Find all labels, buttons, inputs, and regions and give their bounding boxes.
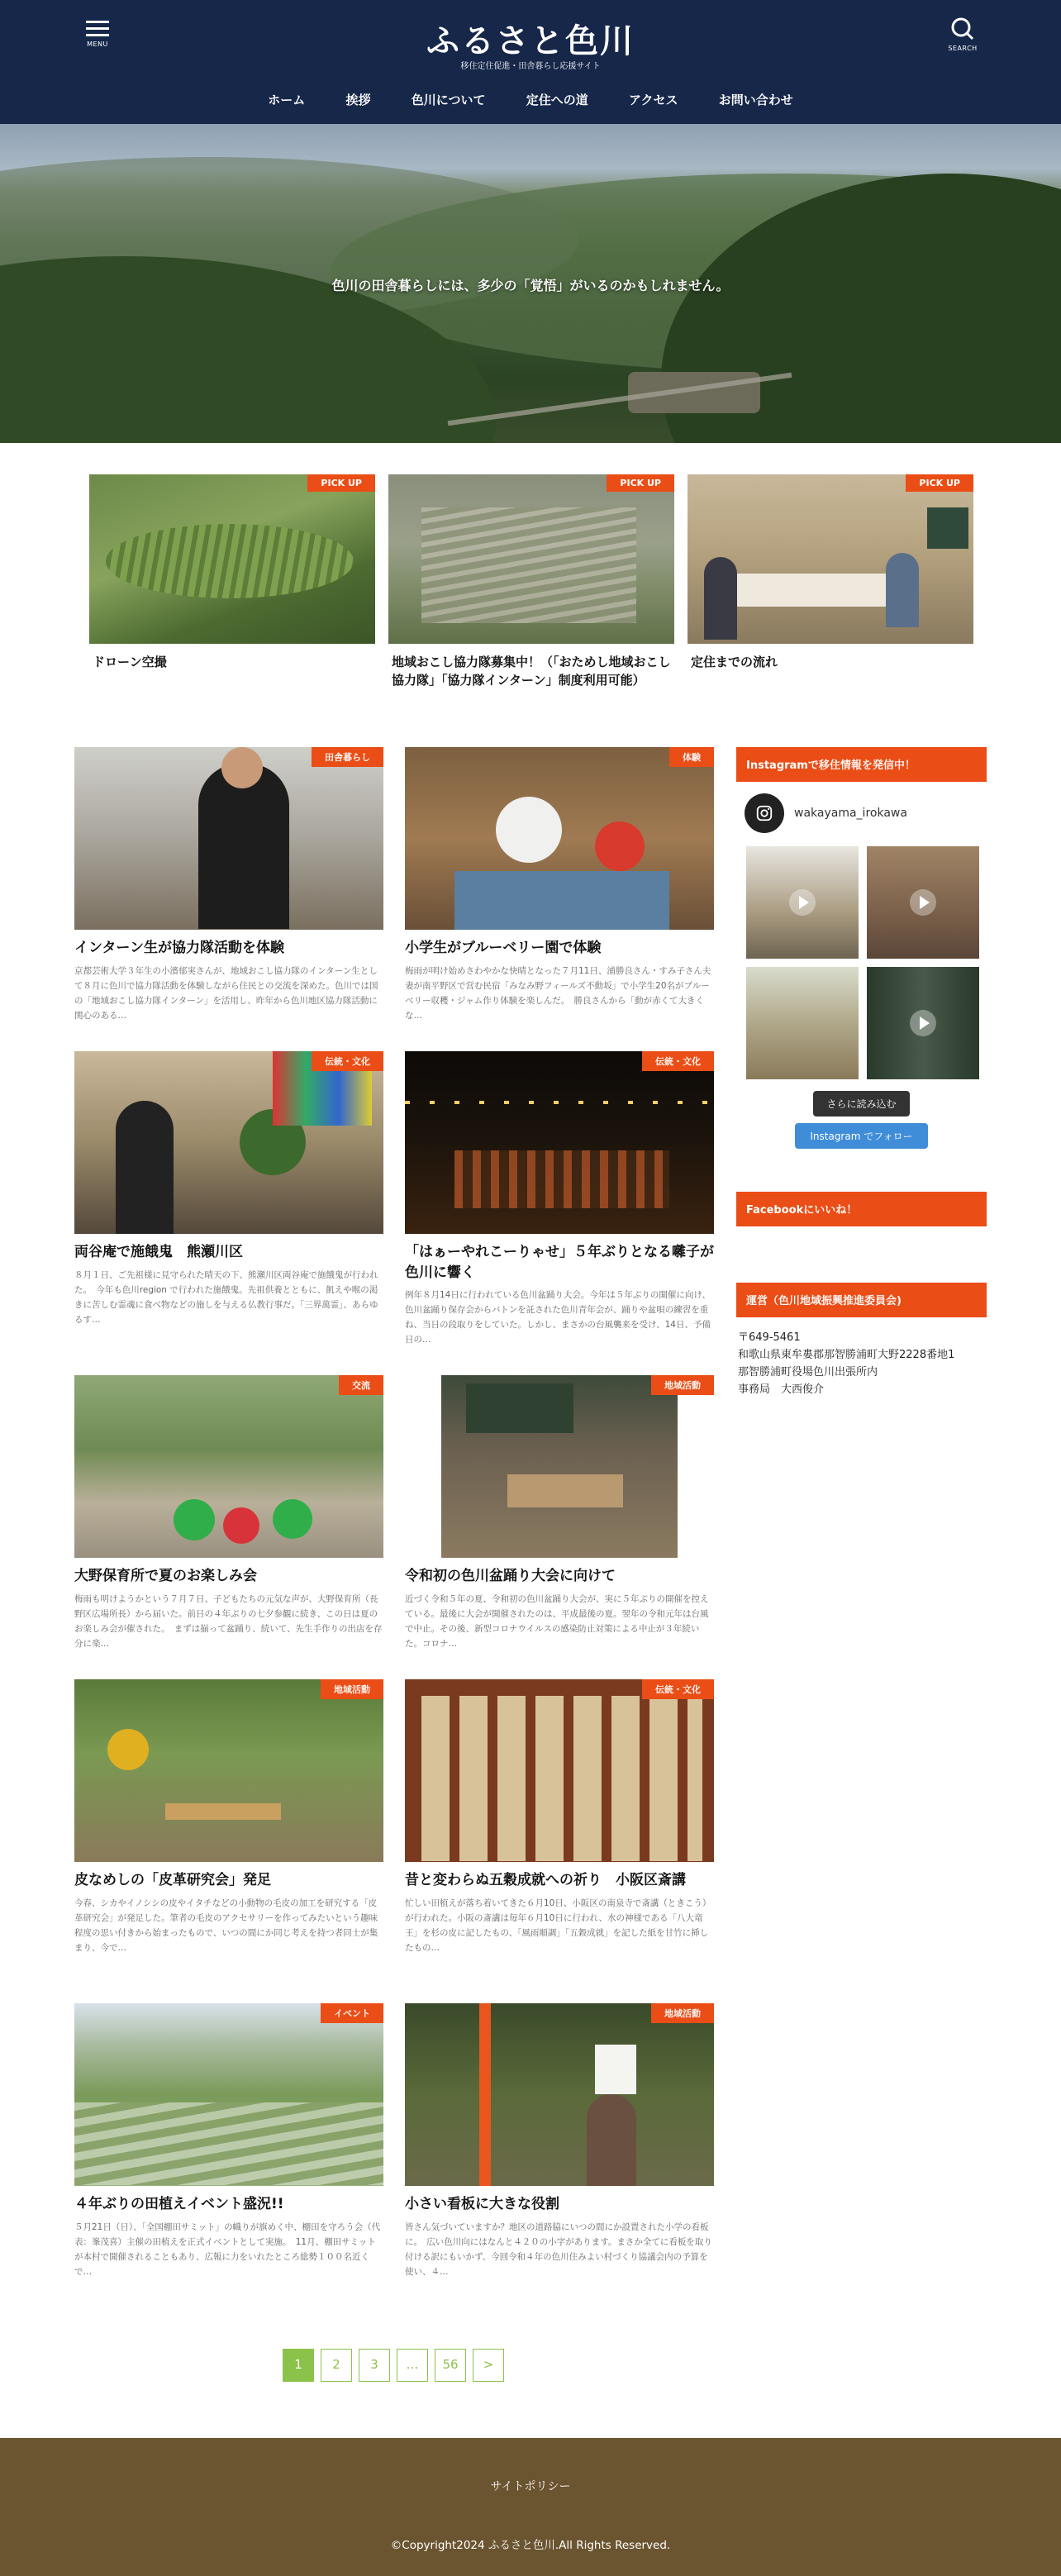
instagram-profile[interactable]: [736, 793, 987, 833]
follow-label: Instagram でフォロー: [810, 1131, 913, 1142]
search-icon: [949, 17, 976, 41]
post-image: [74, 2003, 383, 2186]
facebook-widget-head: Facebookにいいね！: [736, 1192, 987, 1226]
post-image: [405, 747, 714, 930]
nav-item-settlement[interactable]: 定住への道: [526, 93, 588, 107]
org-contact: 事務局 大西俊介: [738, 1383, 825, 1397]
pickup-image: [388, 474, 674, 644]
instagram-thumb[interactable]: [867, 846, 979, 959]
page-ellipsis: …: [397, 2349, 428, 2382]
post-card[interactable]: [74, 1679, 383, 1955]
post-card[interactable]: [74, 747, 383, 1023]
instagram-icon: [755, 804, 773, 822]
hero-text: 色川の田舎暮らしには、多少の「覚悟」がいるのかもしれません。: [331, 278, 730, 293]
org-widget-head: 運営（色川地域振興推進委員会): [736, 1283, 987, 1317]
post-title: ４年ぶりの田植えイベント盛況!!: [74, 2196, 284, 2212]
site-header: [0, 0, 1061, 124]
next-page-button[interactable]: >: [473, 2349, 504, 2382]
post-image: [74, 1375, 383, 1558]
site-subtitle: 移住定住促進・田舎暮らし応援サイト: [460, 62, 601, 71]
post-card[interactable]: [405, 1679, 714, 1955]
site-footer: [0, 2438, 1061, 2576]
hero-image: [0, 124, 1061, 443]
play-icon: [910, 889, 936, 916]
post-excerpt: 近づく令和５年の夏、令和初の色川盆踊り大会が、実に５年ぶりの開催を控えている。最後に大会が開催されたのは、平成最後の夏。翌年の令和元年は台風で中止。その後、新型コロナウイルスの感染防止対策による中止が３年続いた。コロナ…: [405, 1593, 709, 1649]
post-category: 体験: [669, 747, 714, 767]
pickup-card[interactable]: [688, 474, 973, 672]
post-category: 伝統・文化: [642, 1051, 714, 1071]
org-info: [736, 1329, 987, 1398]
post-image: [405, 1679, 714, 1862]
instagram-avatar: [745, 793, 784, 833]
page-1[interactable]: 1: [283, 2349, 314, 2382]
nav-item-about[interactable]: 色川について: [411, 93, 486, 107]
post-image: [74, 747, 383, 930]
site-policy-link[interactable]: サイトポリシー: [490, 2480, 571, 2493]
post-category: 伝統・文化: [642, 1679, 714, 1699]
nav-item-greeting[interactable]: 挨拶: [345, 93, 371, 107]
pickup-title: 定住までの流れ: [691, 655, 778, 669]
post-title: 皮なめしの「皮革研究会」発足: [74, 1872, 271, 1888]
instagram-thumb[interactable]: [867, 967, 979, 1079]
post-excerpt: 梅雨が明け始めさわやかな快晴となった７月11日、浦勝良さん・すみ子さん夫妻が南平野区で営む民宿「みなみ野フィールズ不動坂」で小学生20名がブルーベリー収穫・ジャム作り体験を楽しんだ。 勝良さんから「動が赤くて大きくな…: [405, 965, 711, 1021]
post-image: [405, 1051, 714, 1234]
instagram-username: wakayama_irokawa: [794, 807, 907, 820]
nav-item-access[interactable]: アクセス: [628, 93, 678, 107]
post-excerpt: 京都芸術大学３年生の小濱郁実さんが、地域おこし協力隊のインターン生として８月に色川で協力隊活動を体験しながら住民との交流を深めた。色川では国の「地域おこし協力隊インターン」を活用し、昨年から色川地区協力隊活動に関心のある…: [74, 965, 378, 1021]
pickup-badge: PICK UP: [607, 474, 674, 492]
instagram-thumb[interactable]: [746, 967, 859, 1079]
page-56[interactable]: 56: [435, 2349, 466, 2382]
post-category: 伝統・文化: [312, 1051, 383, 1071]
pagination: [283, 2349, 511, 2383]
post-title: 両谷庵で施餓鬼 熊瀬川区: [74, 1244, 243, 1260]
pickup-badge: PICK UP: [307, 474, 375, 492]
post-image: [74, 1051, 383, 1234]
post-card[interactable]: [405, 2003, 714, 2279]
post-image: [74, 1679, 383, 1862]
pickup-title: 地域おこし協力隊募集中！（「おためし地域おこし協力隊」「協力隊インターン」制度利用可能）: [392, 655, 671, 688]
post-category: 地域活動: [651, 2003, 714, 2023]
post-title: 令和初の色川盆踊り大会に向けて: [405, 1568, 616, 1584]
post-title: 昔と変わらぬ五穀成就への祈り 小阪区斎講: [405, 1872, 686, 1888]
post-card[interactable]: [405, 747, 714, 1023]
pickup-card[interactable]: [89, 474, 375, 672]
post-card[interactable]: [74, 1051, 383, 1327]
post-title: インターン生が協力隊活動を体験: [74, 940, 284, 956]
post-card[interactable]: [405, 1375, 714, 1651]
post-excerpt: ８月１日、ご先祖様に見守られた晴天の下、熊瀬川区両谷庵で施餓鬼が行われた。 今年も色川region で行われた施餓鬼。先祖供養とともに、飢えや喉の渇きに苦しむ霊魂に食べ物などの施しを与える仏教行事だ。「三界萬霊」、あらゆるす…: [74, 1269, 378, 1325]
post-image: [405, 2003, 714, 2186]
play-icon: [789, 889, 816, 916]
nav-item-home[interactable]: ホーム: [268, 93, 306, 107]
post-excerpt: 皆さん気づいていますか？地区の道路脇にいつの間にか設置された小学の看板に。 広い色川向にはなんと４２０の小字があります。まさか全てに看板を取り付ける訳にもいかず、今回令和４年の色川住みよい村づくり協議会内の予算を使い、４…: [405, 2221, 712, 2277]
org-address: 和歌山県東牟婁郡那智勝浦町大野2228番地1: [738, 1349, 955, 1362]
post-category: 地域活動: [321, 1679, 383, 1699]
org-postal: 〒649-5461: [738, 1331, 801, 1344]
post-title: 「はぁーやれこーりゃせ」５年ぶりとなる囃子が色川に響く: [405, 1244, 714, 1281]
post-image: [405, 1375, 714, 1558]
copyright: ©Copyright2024 ふるさと色川.All Rights Reserved.: [390, 2539, 671, 2552]
global-nav: [0, 91, 1061, 108]
sidebar: [736, 747, 987, 1398]
instagram-thumb[interactable]: [746, 846, 859, 959]
post-card[interactable]: [405, 1051, 714, 1347]
post-excerpt: 梅雨も明けようかという７月７日、子どもたちの元気な声が、大野保育所（長野区広場所長）から届いた。前日の４年ぶりの七夕参観に続き、この日は夏のお楽しみ会が催された。 まずは揃って盆踊り、続いて、先生手作りの出店を存分に楽…: [74, 1593, 383, 1649]
page-3[interactable]: 3: [359, 2349, 390, 2382]
post-title: 小学生がブルーベリー園で体験: [405, 940, 602, 956]
menu-label: MENU: [87, 40, 108, 48]
pickup-image: [89, 474, 375, 644]
post-excerpt: 例年８月14日に行われている色川盆踊り大会。今年は５年ぶりの開催に向け、色川盆踊り保存会からバトンを託された色川青年会が、踊りや盆唄の練習を重ね、当日の段取りをしていた。しかし、まさかの台風襲来を受け、14日、予備日の…: [405, 1290, 711, 1345]
pickup-title: ドローン空撮: [93, 655, 167, 669]
site-title[interactable]: ふるさと色川: [426, 22, 635, 60]
post-excerpt: 今春、シカやイノシシの皮やイタチなどの小動物の毛皮の加工を研究する「皮革研究会」が発足した。筆者の毛皮のアクセサリーを作ってみたいという趣味程度の思い付きから始まったもので、いつの間にか同じ考えを持つ者同士が集まり、今で…: [74, 1897, 378, 1953]
post-title: 大野保育所で夏のお楽しみ会: [74, 1568, 257, 1584]
search-label: SEARCH: [948, 45, 978, 52]
post-category: 地域活動: [651, 1375, 714, 1395]
search-button[interactable]: [938, 17, 987, 52]
pickup-badge: PICK UP: [906, 474, 973, 492]
post-category: イベント: [321, 2003, 383, 2023]
page-2[interactable]: 2: [321, 2349, 352, 2382]
post-card[interactable]: [74, 1375, 383, 1651]
post-card[interactable]: [74, 2003, 383, 2279]
post-excerpt: ５月21日（日）、「全国棚田サミット」の幟りが旗めく中、棚田を守ろう会（代表：峯茂喜）主催の田植えを正式イベントとして実施。 11月、棚田サミットが本村で開催されることもあり、広報に力をいれたところ総勢１００名近くで…: [74, 2221, 381, 2277]
pickup-image: [688, 474, 973, 644]
post-category: 交流: [339, 1375, 383, 1395]
org-office: 那智勝浦町役場色川出張所内: [738, 1366, 878, 1379]
load-more-button[interactable]: さらに読み込む: [813, 1091, 909, 1117]
instagram-widget-head: Instagramで移住情報を発信中！: [736, 747, 987, 782]
nav-item-contact[interactable]: お問い合わせ: [718, 93, 793, 107]
post-excerpt: 忙しい田植えが落ち着いてきた６月10日、小阪区の南泉寺で斎講（ときこう）が行われた。小阪の斎講は毎年６月10日に行われ、水の神様である「八大竜王」を杉の皮に記したもの、「風雨順調」「五穀成就」を記した紙を甘竹に挿したもの…: [405, 1897, 711, 1953]
instagram-follow-button[interactable]: [795, 1123, 927, 1149]
post-title: 小さい看板に大きな役割: [405, 2196, 559, 2212]
play-icon: [910, 1010, 936, 1036]
post-category: 田舎暮らし: [312, 747, 383, 767]
pickup-card[interactable]: [388, 474, 674, 690]
